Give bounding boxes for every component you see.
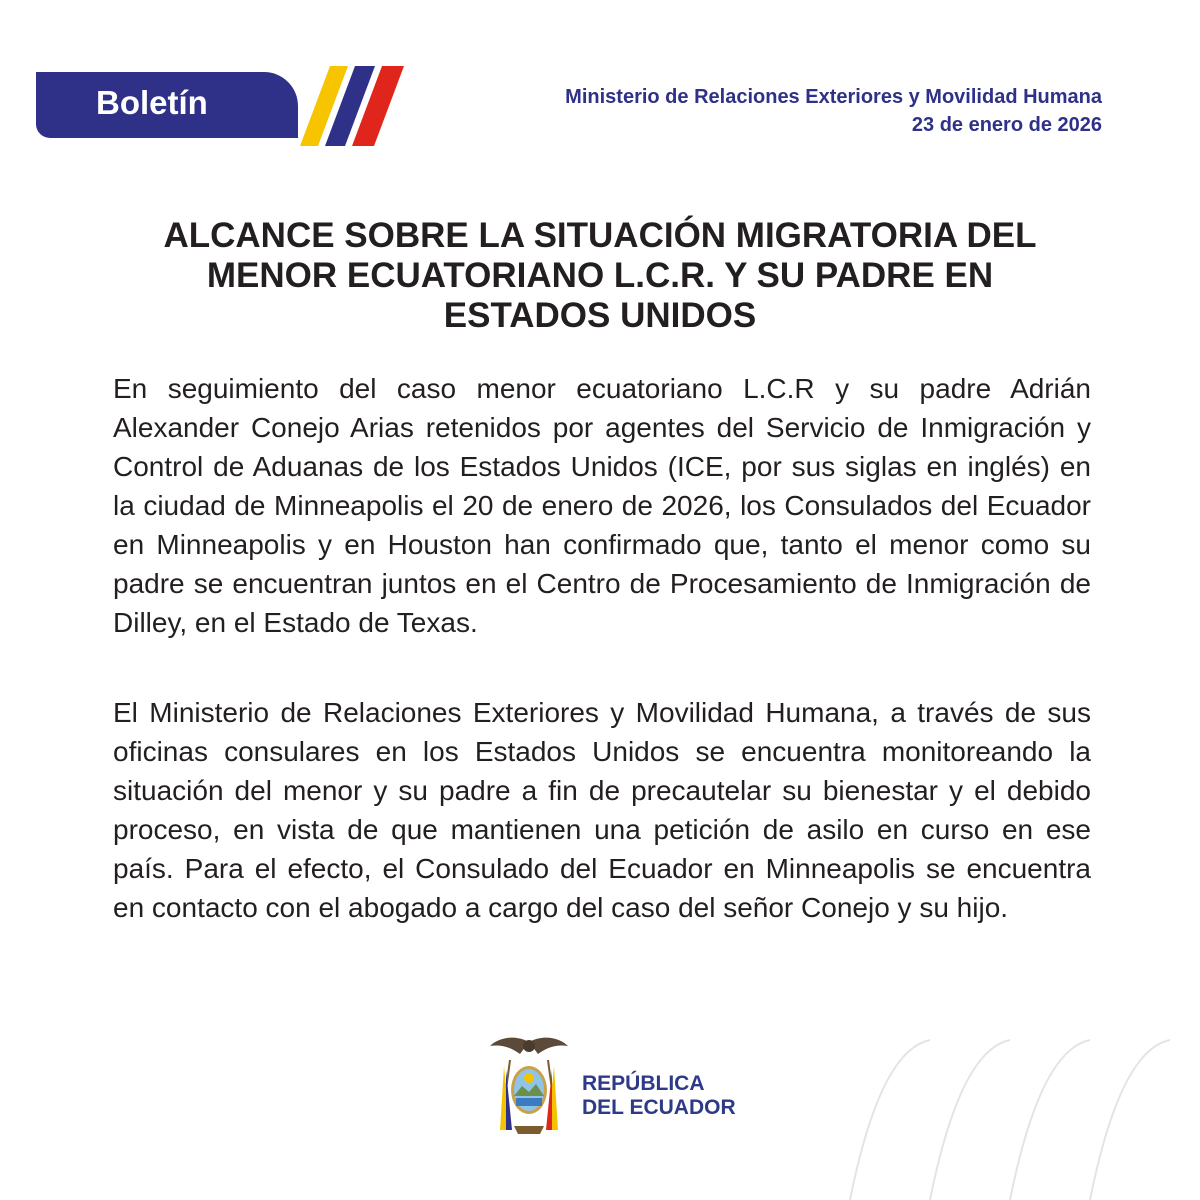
ministry-name: Ministerio de Relaciones Exteriores y Movilidad Humana bbox=[565, 86, 1102, 108]
bulletin-label: Boletín bbox=[96, 84, 208, 121]
page-title bbox=[100, 216, 1100, 336]
title-line: ESTADOS UNIDOS bbox=[443, 296, 757, 335]
title-line: ALCANCE SOBRE LA SITUACIÓN MIGRATORIA DEL bbox=[163, 216, 1037, 255]
country-line: REPÚBLICA bbox=[582, 1072, 705, 1095]
bulletin-date: 23 de enero de 2026 bbox=[911, 114, 1102, 136]
body-paragraph: En seguimiento del caso menor ecuatoriano L.C.R y su padre Adrián Alexander Conejo Arias retenidos por agentes del Servicio de Inmigración y Control de Aduanas de los Estados Unidos (ICE, por sus siglas en inglés) en la ciudad de Minneapolis el 20 de enero de 2026, los Consulados del Ecuador en Minneapolis y en Houston han confirmado que, tanto el menor como su padre se encuentran juntos en el Centro de Procesamiento de Inmigración de Dilley, en el Estado de Texas. bbox=[113, 373, 1091, 638]
title-line: MENOR ECUATORIANO L.C.R. Y SU PADRE EN bbox=[206, 256, 994, 295]
country-line: DEL ECUADOR bbox=[582, 1096, 736, 1119]
coat-of-arms-icon bbox=[484, 1030, 574, 1142]
decorative-lines-icon bbox=[820, 1020, 1200, 1200]
country-name bbox=[582, 1072, 736, 1120]
body-paragraph: El Ministerio de Relaciones Exteriores y Movilidad Humana, a través de sus oficinas consulares en los Estados Unidos se encuentra monitoreando la situación del menor y su padre a fin de precautelar su bienestar y el debido proceso, en vista de que mantienen una petición de asilo en curso en ese país. Para el efecto, el Consulado del Ecuador en Minneapolis se encuentra en contacto con el abogado a cargo del caso del señor Conejo y su hijo. bbox=[113, 697, 1091, 923]
flag-stripes-icon bbox=[300, 60, 420, 152]
